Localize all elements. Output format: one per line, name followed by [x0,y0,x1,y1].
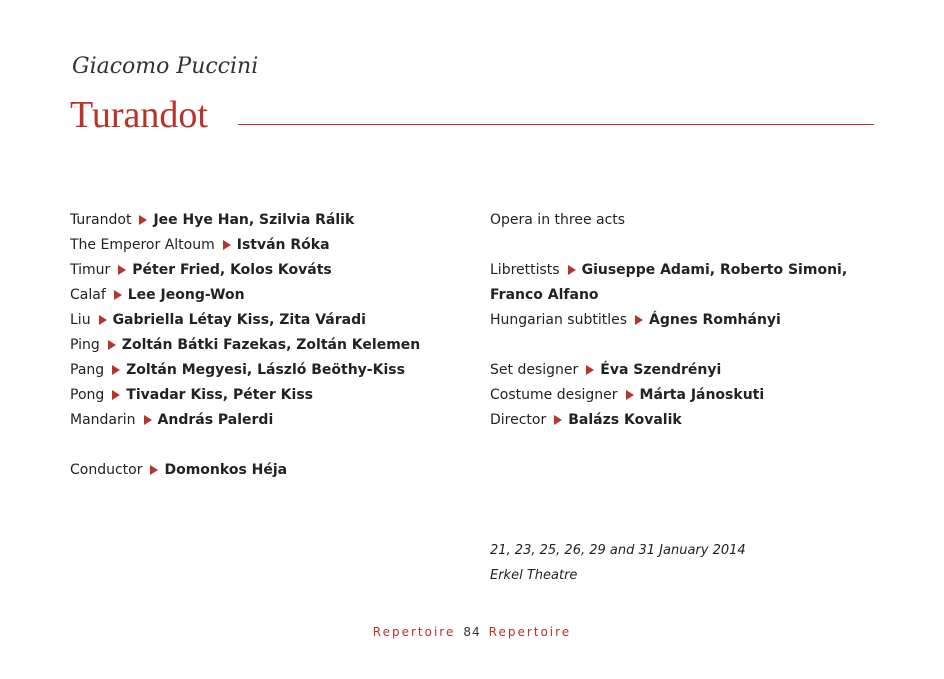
costume-designer-name: Márta Jánoskuti [639,387,765,403]
cast-item [70,208,470,233]
opera-subtitle: Opera in three acts [490,212,626,228]
cast-list [70,208,470,483]
librettists-names-continued: Franco Alfano [490,287,599,303]
spacer [490,333,910,358]
cast-item [70,383,470,408]
spacer [490,233,910,258]
role-label: Mandarin [70,412,136,428]
librettists-names: Giuseppe Adami, Roberto Simoni, [581,262,848,278]
performer-names: Péter Fried, Kolos Kováts [132,262,332,278]
cast-item [70,408,470,433]
credit-item [490,383,910,408]
composer-name: Giacomo Puccini [72,54,259,79]
title-divider [238,124,874,125]
triangle-right-icon [554,415,562,425]
triangle-right-icon [99,315,107,325]
role-label: Pang [70,362,105,378]
title-row [70,92,874,138]
cast-item [70,333,470,358]
page-footer [0,625,944,639]
triangle-right-icon [112,390,120,400]
page-number: 84 [463,625,481,639]
triangle-right-icon [635,315,643,325]
credit-item [490,358,910,383]
role-label: Calaf [70,287,106,303]
cast-item [70,258,470,283]
performer-names: Tivadar Kiss, Péter Kiss [126,387,313,403]
role-label: Hungarian subtitles [490,312,628,328]
role-label: Librettists [490,262,560,278]
role-label: The Emperor Altoum [70,237,215,253]
role-label: Conductor [70,462,143,478]
triangle-right-icon [586,365,594,375]
subtitles-name: Ágnes Romhányi [649,312,781,328]
triangle-right-icon [118,265,126,275]
triangle-right-icon [112,365,120,375]
spacer [70,433,470,458]
performer-names: Lee Jeong-Won [127,287,245,303]
performance-dates: 21, 23, 25, 26, 29 and 31 January 2014 [490,543,746,558]
credit-item [490,408,910,433]
role-label: Timur [70,262,111,278]
performer-names: András Palerdi [157,412,274,428]
role-label: Set designer [490,362,579,378]
footer-section-right: Repertoire [488,625,572,639]
conductor-item [70,458,470,483]
performer-names: Zoltán Bátki Fazekas, Zoltán Kelemen [121,337,421,353]
triangle-right-icon [150,465,158,475]
role-label: Liu [70,312,91,328]
performer-names: Jee Hye Han, Szilvia Rálik [153,212,355,228]
role-label: Director [490,412,547,428]
triangle-right-icon [108,340,116,350]
performer-names: Zoltán Megyesi, László Beöthy-Kiss [126,362,405,378]
role-label: Turandot [70,212,132,228]
triangle-right-icon [568,265,576,275]
performer-names: Gabriella Létay Kiss, Zita Váradi [112,312,366,328]
cast-item [70,283,470,308]
cast-item [70,358,470,383]
triangle-right-icon [626,390,634,400]
performance-details [490,538,746,588]
triangle-right-icon [114,290,122,300]
conductor-name: Domonkos Héja [164,462,288,478]
role-label: Ping [70,337,100,353]
role-label: Pong [70,387,105,403]
director-name: Balázs Kovalik [568,412,682,428]
triangle-right-icon [144,415,152,425]
triangle-right-icon [139,215,147,225]
performance-venue: Erkel Theatre [490,568,578,583]
credit-item [490,308,910,333]
credit-item-continued [490,283,910,308]
role-label: Costume designer [490,387,618,403]
footer-section-left: Repertoire [372,625,456,639]
credit-item [490,258,910,283]
set-designer-name: Éva Szendrényi [600,362,722,378]
performer-names: István Róka [236,237,330,253]
cast-item [70,233,470,258]
production-info [490,208,910,433]
page-title: Turandot [70,94,208,136]
triangle-right-icon [223,240,231,250]
cast-item [70,308,470,333]
